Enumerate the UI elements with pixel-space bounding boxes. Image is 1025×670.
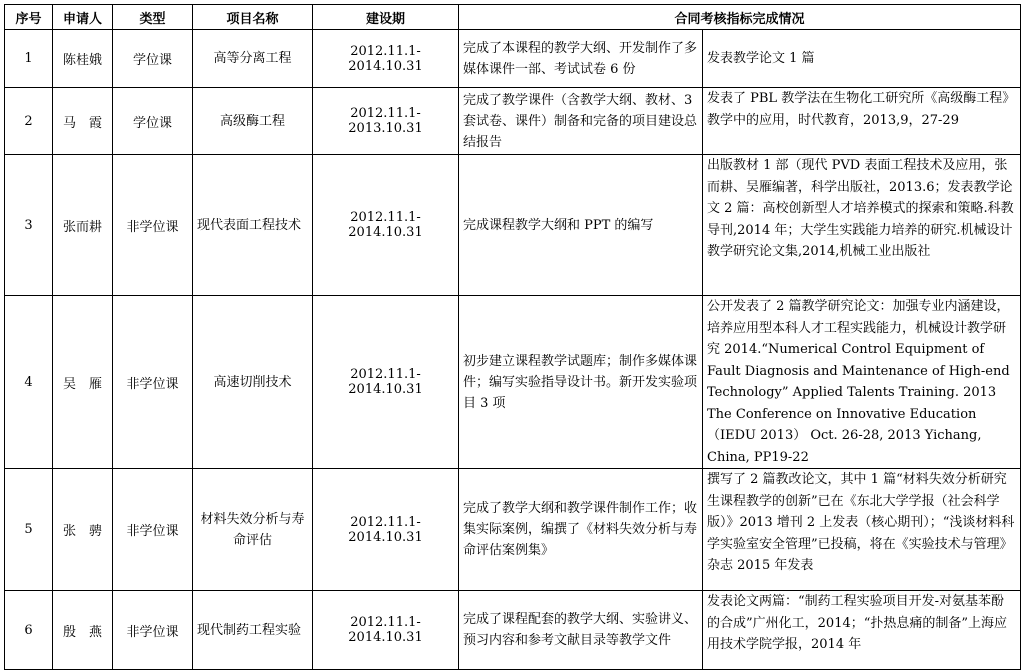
- table-row: [5, 155, 1021, 296]
- cell-no: 6: [5, 591, 53, 670]
- cell-work: 完成了本课程的教学大纲、开发制作了多媒体课件一部、考试试卷 6 份: [459, 30, 703, 88]
- cell-no: 2: [5, 88, 53, 155]
- cell-period: 2012.11.1-2014.10.31: [313, 296, 459, 469]
- cell-type: 学位课: [113, 30, 193, 88]
- cell-project: 现代制药工程实验: [193, 591, 313, 670]
- cell-work: 完成了教学大纲和教学课件制作工作；收集实际案例，编撰了《材料失效分析与寿命评估案例集》: [459, 469, 703, 591]
- cell-no: 3: [5, 155, 53, 296]
- cell-outcome: 发表教学论文 1 篇: [703, 30, 1021, 88]
- cell-applicant: 吴 雁: [53, 296, 113, 469]
- cell-no: 1: [5, 30, 53, 88]
- table-row: [5, 469, 1021, 591]
- header-no: 序号: [5, 5, 53, 30]
- cell-type: 学位课: [113, 88, 193, 155]
- cell-outcome: 发表了 PBL 教学法在生物化工研究所《高级酶工程》教学中的应用，时代教育，2013,9，27-29: [703, 88, 1021, 155]
- cell-project: 现代表面工程技术: [193, 155, 313, 296]
- cell-applicant: 张而耕: [53, 155, 113, 296]
- cell-type: 非学位课: [113, 296, 193, 469]
- cell-applicant: 马 霞: [53, 88, 113, 155]
- cell-work: 完成课程教学大纲和 PPT 的编写: [459, 155, 703, 296]
- cell-type: 非学位课: [113, 155, 193, 296]
- header-project: 项目名称: [193, 5, 313, 30]
- cell-project: 高级酶工程: [193, 88, 313, 155]
- cell-period: 2012.11.1-2014.10.31: [313, 155, 459, 296]
- cell-period: 2012.11.1-2014.10.31: [313, 30, 459, 88]
- cell-work: 初步建立课程教学试题库；制作多媒体课件；编写实验指导设计书。新开发实验项目 3 项: [459, 296, 703, 469]
- header-type: 类型: [113, 5, 193, 30]
- cell-period: 2012.11.1-2014.10.31: [313, 469, 459, 591]
- header-row: [5, 5, 1021, 30]
- cell-project: 高等分离工程: [193, 30, 313, 88]
- cell-type: 非学位课: [113, 469, 193, 591]
- cell-no: 5: [5, 469, 53, 591]
- header-applicant: 申请人: [53, 5, 113, 30]
- cell-outcome: 撰写了 2 篇教改论文，其中 1 篇“材料失效分析研究生课程教学的创新”已在《东北大学学报（社会科学版）》2013 增刊 2 上发表（核心期刊）；“浅谈材料科学实验室安全管理”已投稿，将在《实验技术与管理》杂志 2015 年发表: [703, 469, 1021, 591]
- cell-project: 材料失效分析与寿命评估: [193, 469, 313, 591]
- table-row: [5, 30, 1021, 88]
- cell-outcome: 发表论文两篇：“制药工程实验项目开发-对氨基苯酚的合成”广州化工，2014；“扑热息痛的制备”上海应用技术学院学报，2014 年: [703, 591, 1021, 670]
- table-row: [5, 296, 1021, 469]
- cell-period: 2012.11.1-2014.10.31: [313, 591, 459, 670]
- cell-period: 2012.11.1-2013.10.31: [313, 88, 459, 155]
- cell-applicant: 殷 燕: [53, 591, 113, 670]
- cell-work: 完成了教学课件（含教学大纲、教材、3 套试卷、课件）制备和完备的项目建设总结报告: [459, 88, 703, 155]
- cell-type: 非学位课: [113, 591, 193, 670]
- cell-outcome: 公开发表了 2 篇教学研究论文：加强专业内涵建设，培养应用型本科人才工程实践能力，机械设计教学研究 2014.“Numerical Control Equipment of Fault Diagnosis and Maintenance of High-end Technology” Applied Talents Training. 2013 The Conference on Innovative Education （IEDU 2013） Oct. 26-28, 2013 Yichang, China, PP19-22: [703, 296, 1021, 469]
- header-completion: 合同考核指标完成情况: [459, 5, 1021, 30]
- cell-project: 高速切削技术: [193, 296, 313, 469]
- table-row: [5, 88, 1021, 155]
- cell-applicant: 陈桂娥: [53, 30, 113, 88]
- header-period: 建设期: [313, 5, 459, 30]
- cell-outcome: 出版教材 1 部（现代 PVD 表面工程技术及应用，张而耕、吴雁编著，科学出版社，2013.6；发表教学论文 2 篇：高校创新型人才培养模式的探索和策略.科教导刊,2014 年；大学生实践能力培养的研究.机械设计教学研究论文集,2014,机械工业出版社: [703, 155, 1021, 296]
- cell-applicant: 张 骋: [53, 469, 113, 591]
- project-table: [4, 4, 1021, 670]
- cell-work: 完成了课程配套的教学大纲、实验讲义、预习内容和参考文献目录等教学文件: [459, 591, 703, 670]
- table-row: [5, 591, 1021, 670]
- cell-no: 4: [5, 296, 53, 469]
